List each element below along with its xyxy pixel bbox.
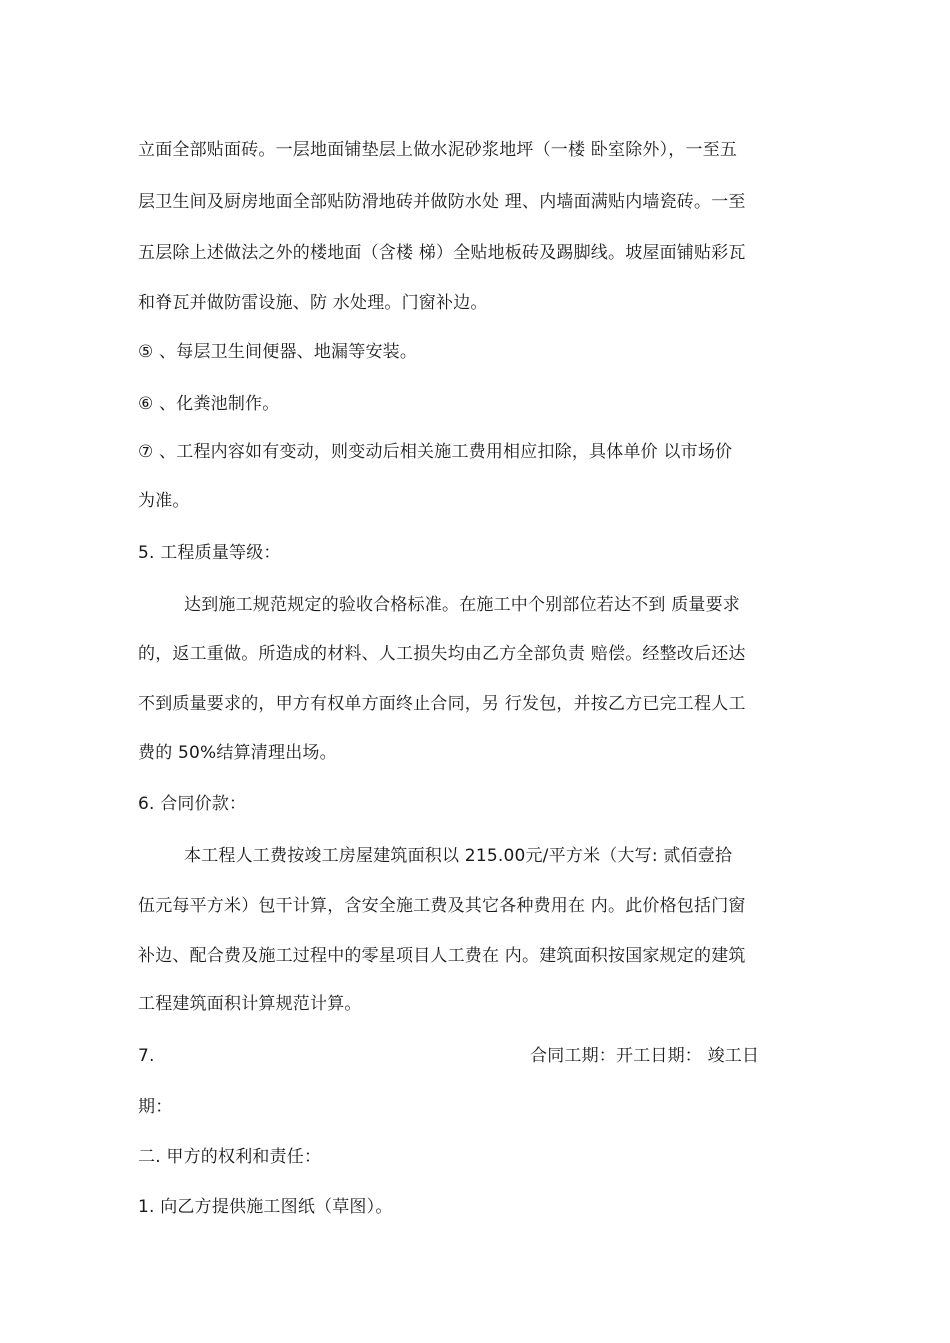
section-7-continuation: 期： <box>138 1097 173 1117</box>
section-5-heading: 5. 工程质量等级： <box>138 543 281 563</box>
section-7-dates: 合同工期：开工日期： 竣工日 <box>530 1046 760 1066</box>
paragraph-line: 不到质量要求的，甲方有权单方面终止合同，另 行发包，并按乙方已完工程人工 <box>138 694 746 714</box>
section-6-heading: 6. 合同价款： <box>138 794 247 814</box>
list-item-7: ⑦ 、工程内容如有变动，则变动后相关施工费用相应扣除，具体单价 以市场价 <box>138 442 733 462</box>
paragraph-line: 补边、配合费及施工过程中的零星项目人工费在 内。建筑面积按国家规定的建筑 <box>138 946 746 966</box>
paragraph-line: 立面全部贴面砖。一层地面铺垫层上做水泥砂浆地坪（一楼 卧室除外），一至五 <box>138 140 738 160</box>
paragraph-line: 和脊瓦并做防雷设施、防 水处理。门窗补边。 <box>138 293 488 313</box>
list-item-5: ⑤ 、每层卫生间便器、地漏等安装。 <box>138 342 418 362</box>
part-2-item-1: 1. 向乙方提供施工图纸（草图）。 <box>138 1197 393 1217</box>
paragraph-line: 费的 50%结算清理出场。 <box>138 743 337 763</box>
paragraph-line: 层卫生间及厨房地面全部贴防滑地砖并做防水处 理、内墙面满贴内墙瓷砖。一至 <box>138 192 746 212</box>
paragraph-line: 本工程人工费按竣工房屋建筑面积以 215.00元/平方米（大写: 贰佰壹拾 <box>184 846 733 866</box>
paragraph-line: 伍元每平方米）包干计算，含安全施工费及其它各种费用在 内。此价格包括门窗 <box>138 896 746 916</box>
part-2-heading: 二. 甲方的权利和责任： <box>138 1147 322 1167</box>
list-item-7-continuation: 为准。 <box>138 491 190 511</box>
paragraph-line: 的，返工重做。所造成的材料、人工损失均由乙方全部负责 赔偿。经整改后还达 <box>138 644 746 664</box>
paragraph-line: 五层除上述做法之外的楼地面（含楼 梯）全贴地板砖及踢脚线。坡屋面铺贴彩瓦 <box>138 243 746 263</box>
list-item-6: ⑥ 、化粪池制作。 <box>138 394 280 414</box>
section-7-line <box>138 1043 818 1069</box>
section-7-number: 7. <box>138 1046 155 1066</box>
paragraph-line: 达到施工规范规定的验收合格标准。在施工中个别部位若达不到 质量要求 <box>184 595 741 615</box>
paragraph-line: 工程建筑面积计算规范计算。 <box>138 994 362 1014</box>
